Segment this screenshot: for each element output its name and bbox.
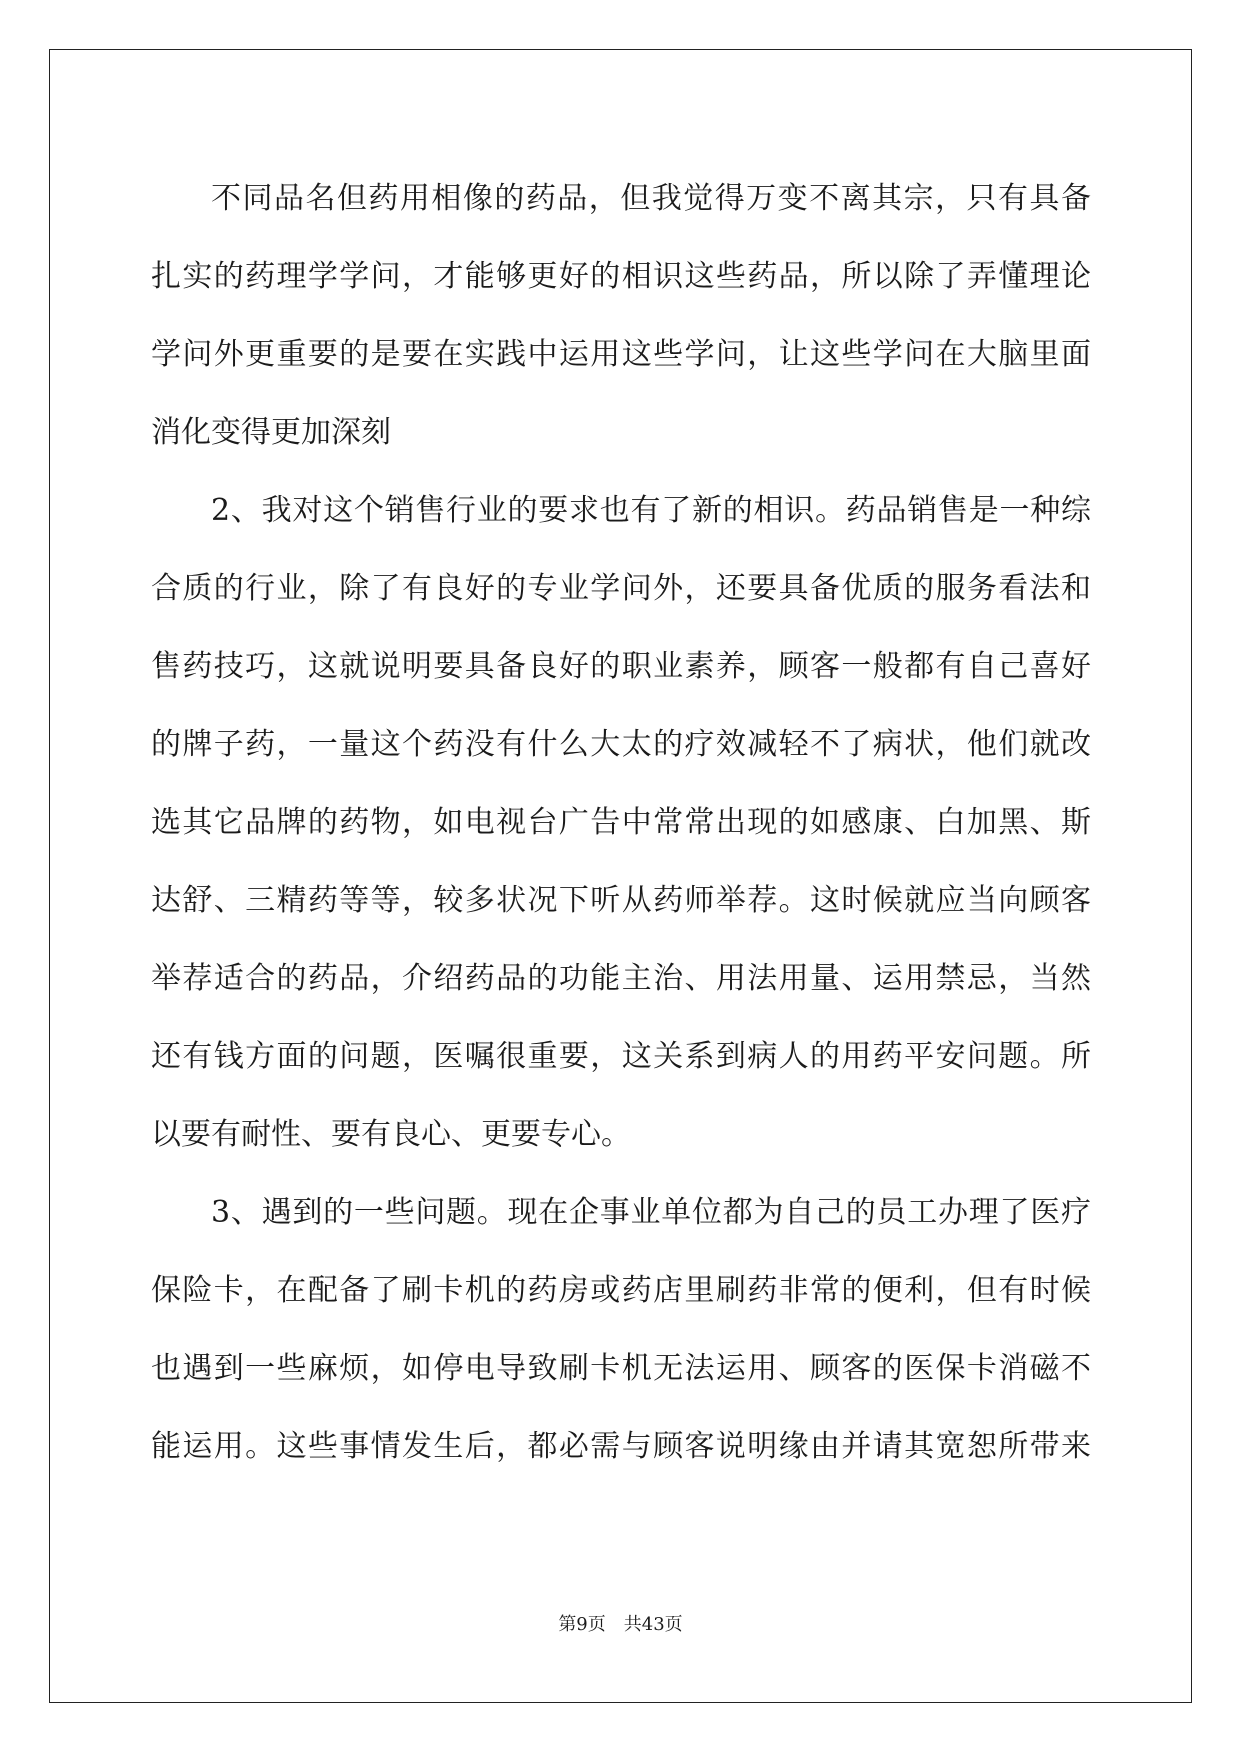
text-line: 合质的行业，除了有良好的专业学问外，还要具备优质的服务看法和 <box>151 571 1091 606</box>
text-line: 举荐适合的药品，介绍药品的功能主治、用法用量、运用禁忌，当然 <box>151 961 1091 996</box>
page-footer <box>0 1613 1241 1637</box>
text-line: 学问外更重要的是要在实践中运用这些学问，让这些学问在大脑里面 <box>151 337 1091 372</box>
text-line: 以要有耐性、要有良心、更要专心。 <box>151 1117 631 1152</box>
text-line: 达舒、三精药等等，较多状况下听从药师举荐。这时候就应当向顾客 <box>151 883 1091 918</box>
text-line: 扎实的药理学学问，才能够更好的相识这些药品，所以除了弄懂理论 <box>151 259 1091 294</box>
text-line: 售药技巧，这就说明要具备良好的职业素养，顾客一般都有自己喜好 <box>151 649 1091 684</box>
text-line: 2、我对这个销售行业的要求也有了新的相识。药品销售是一种综 <box>211 493 1091 528</box>
current-page-number: 第9页 <box>558 1614 606 1635</box>
text-line: 选其它品牌的药物，如电视台广告中常常出现的如感康、白加黑、斯 <box>151 805 1091 840</box>
text-line: 3、遇到的一些问题。现在企事业单位都为自己的员工办理了医疗 <box>211 1195 1091 1230</box>
text-line: 不同品名但药用相像的药品，但我觉得万变不离其宗，只有具备 <box>211 181 1091 216</box>
body-text <box>151 160 1091 1486</box>
text-line: 消化变得更加深刻 <box>151 415 391 450</box>
text-line: 保险卡，在配备了刷卡机的药房或药店里刷药非常的便利，但有时候 <box>151 1273 1091 1308</box>
text-line: 能运用。这些事情发生后，都必需与顾客说明缘由并请其宽恕所带来 <box>151 1429 1091 1464</box>
text-line: 还有钱方面的问题，医嘱很重要，这关系到病人的用药平安问题。所 <box>151 1039 1091 1074</box>
text-line: 的牌子药，一量这个药没有什么大太的疗效减轻不了病状，他们就改 <box>151 727 1091 762</box>
total-page-count: 共43页 <box>623 1614 683 1635</box>
text-line: 也遇到一些麻烦，如停电导致刷卡机无法运用、顾客的医保卡消磁不 <box>151 1351 1091 1386</box>
